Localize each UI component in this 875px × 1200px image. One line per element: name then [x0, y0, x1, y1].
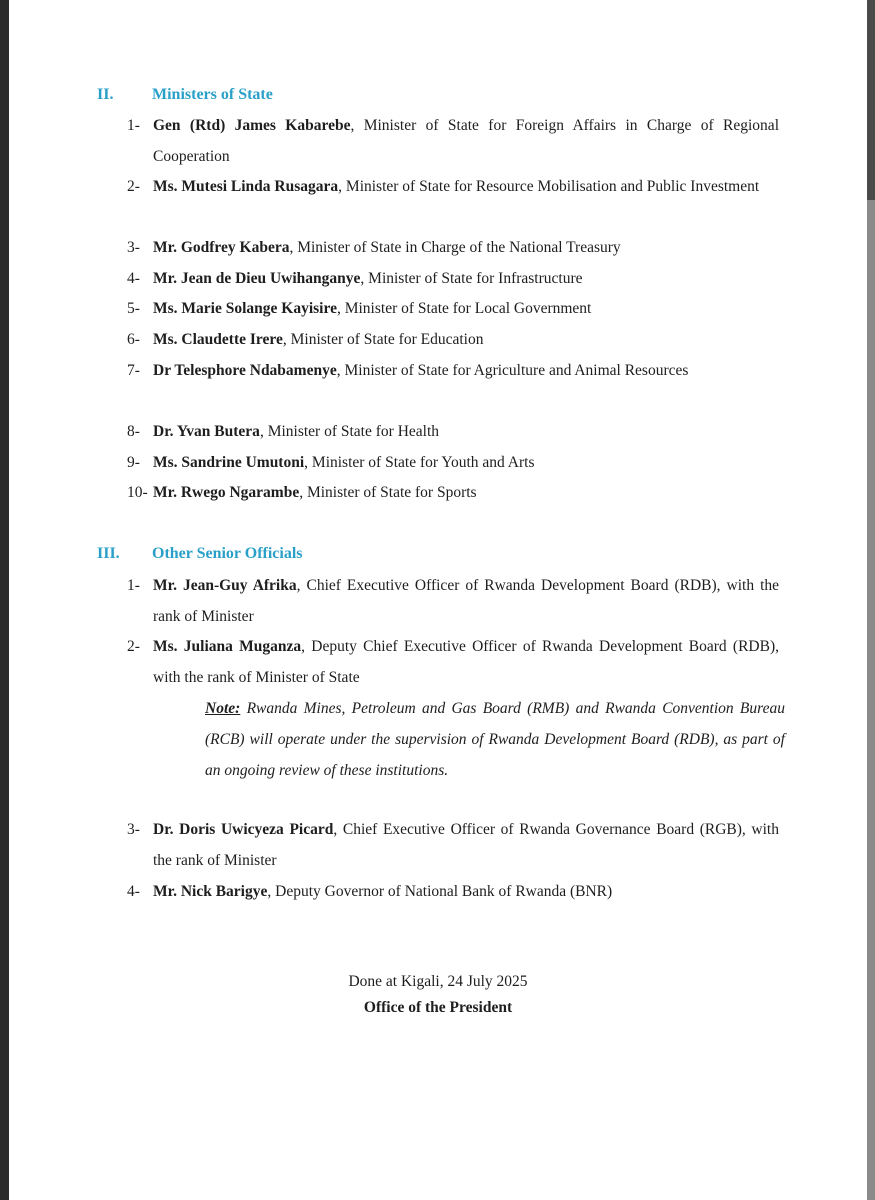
item-number: 2-: [127, 638, 140, 655]
list-item: [119, 264, 779, 295]
item-number: 4-: [127, 883, 140, 900]
official-role: , Minister of State for Resource Mobilisation and Public Investment: [338, 178, 760, 195]
official-name: Ms. Sandrine Umutoni: [153, 454, 305, 471]
official-role: , Deputy Chief Executive Officer of Rwanda Development Board (RDB), with the rank of Minister of State: [153, 638, 779, 686]
item-number: 5-: [127, 300, 140, 317]
official-name: Ms. Mutesi Linda Rusagara: [153, 178, 339, 195]
item-number: 3-: [127, 821, 140, 838]
official-role: , Minister of State in Charge of the National Treasury: [289, 239, 621, 256]
official-role: , Minister of State for Agriculture and Animal Resources: [336, 362, 689, 379]
official-name: Mr. Godfrey Kabera: [153, 239, 290, 256]
item-number: 8-: [127, 423, 140, 440]
list-item: [119, 417, 779, 448]
official-role: , Chief Executive Officer of Rwanda Governance Board (RGB), with the rank of Minister: [153, 821, 779, 869]
official-role: , Minister of State for Local Government: [336, 300, 592, 317]
list-item: [119, 478, 779, 509]
document-page: [9, 0, 867, 1200]
list-item: [119, 172, 779, 203]
item-number: 2-: [127, 178, 140, 195]
item-number: 3-: [127, 239, 140, 256]
official-role: , Minister of State for Foreign Affairs in Charge of Regional Cooperation: [153, 117, 779, 165]
item-number: 7-: [127, 362, 140, 379]
official-role: , Chief Executive Officer of Rwanda Development Board (RDB), with the rank of Minister: [153, 577, 779, 625]
official-role: , Minister of State for Sports: [299, 484, 477, 501]
signoff-block: [9, 969, 867, 1021]
official-name: Dr. Doris Uwicyeza Picard: [153, 821, 334, 838]
official-role: , Minister of State for Youth and Arts: [304, 454, 535, 471]
list-item: [119, 877, 779, 908]
official-name: Gen (Rtd) James Kabarebe: [153, 117, 351, 134]
item-number: 1-: [127, 117, 140, 134]
list-item: [119, 571, 779, 632]
official-name: Mr. Nick Barigye: [153, 883, 268, 900]
left-frame-edge: [0, 0, 9, 1200]
note-label: Note:: [205, 700, 241, 717]
list-item: [119, 632, 779, 693]
official-name: Mr. Jean-Guy Afrika: [153, 577, 297, 594]
official-role: , Deputy Governor of National Bank of Rwanda (BNR): [267, 883, 613, 900]
note-text: Rwanda Mines, Petroleum and Gas Board (RMB) and Rwanda Convention Bureau (RCB) will operate under the supervision of Rwanda Development Board (RDB), as part of an ongoing review of these institutions.: [205, 700, 785, 779]
official-name: Mr. Rwego Ngarambe: [153, 484, 300, 501]
official-name: Dr. Yvan Butera: [153, 423, 260, 440]
official-role: , Minister of State for Education: [282, 331, 484, 348]
section-title: Other Senior Officials: [152, 545, 303, 562]
item-number: 6-: [127, 331, 140, 348]
item-number: 1-: [127, 577, 140, 594]
official-name: Mr. Jean de Dieu Uwihanganye: [153, 270, 361, 287]
list-item: [119, 448, 779, 479]
official-role: , Minister of State for Health: [259, 423, 440, 440]
item-number: 4-: [127, 270, 140, 287]
list-item: [119, 111, 779, 172]
note-paragraph: [205, 693, 785, 786]
section-number: III.: [97, 545, 120, 562]
place-and-date: Done at Kigali, 24 July 2025: [348, 973, 528, 990]
list-item: [119, 356, 779, 387]
official-name: Ms. Claudette Irere: [153, 331, 283, 348]
official-name: Ms. Juliana Muganza: [153, 638, 302, 655]
list-item: [119, 294, 779, 325]
official-name: Ms. Marie Solange Kayisire: [153, 300, 337, 317]
issuing-office: Office of the President: [363, 999, 513, 1016]
official-name: Dr Telesphore Ndabamenye: [153, 362, 337, 379]
scrollbar-thumb[interactable]: [867, 200, 875, 1200]
list-item: [119, 325, 779, 356]
item-number: 9-: [127, 454, 140, 471]
section-number: II.: [97, 86, 114, 103]
list-item: [119, 233, 779, 264]
section-title: Ministers of State: [152, 86, 273, 103]
official-role: , Minister of State for Infrastructure: [360, 270, 583, 287]
list-item: [119, 815, 779, 876]
item-number: 10-: [127, 484, 148, 501]
